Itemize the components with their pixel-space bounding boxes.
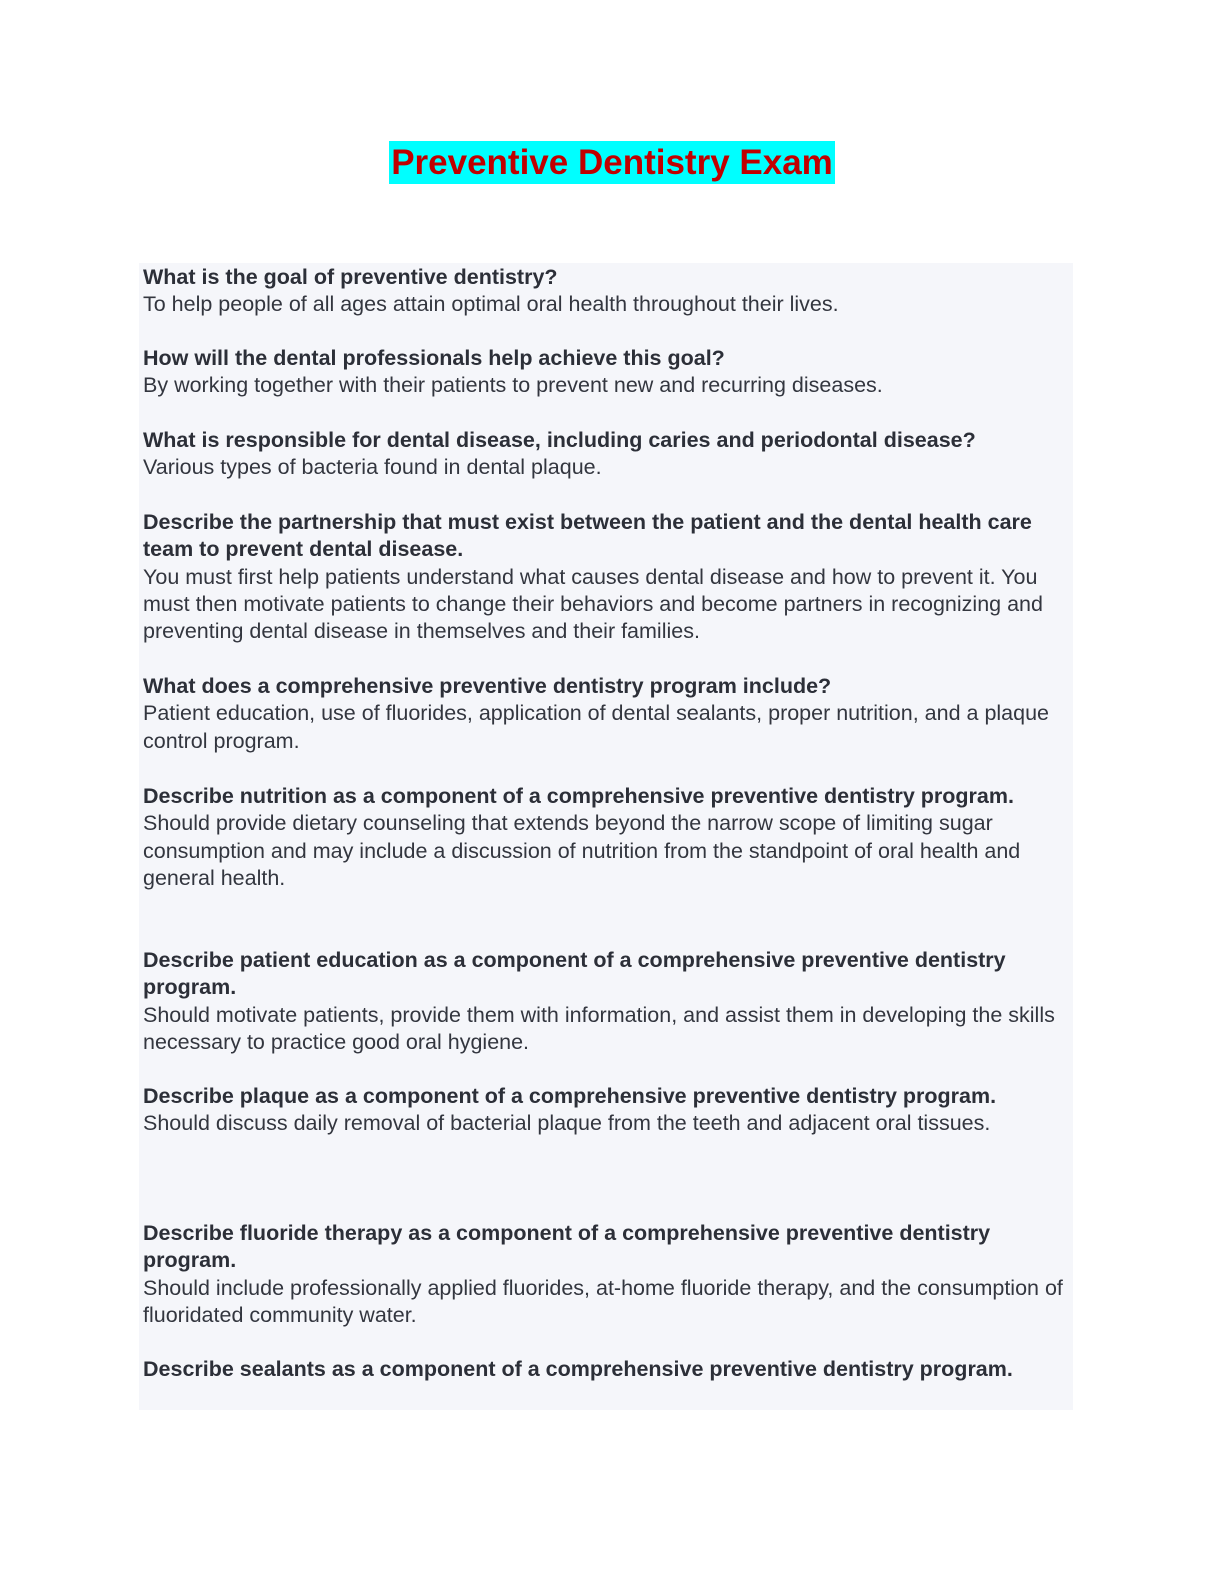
qa-item [143,427,1071,482]
qa-item [143,947,1071,1056]
answer: Should motivate patients, provide them with information, and assist them in developing the skills necessary to practice good oral hygiene. [143,1002,1055,1054]
answer: Patient education, use of fluorides, application of dental sealants, proper nutrition, and a plaque control program. [143,701,1050,753]
question: Describe plaque as a component of a comprehensive preventive dentistry program. [143,1084,997,1108]
answer: You must first help patients understand what causes dental disease and how to prevent it. You must then motivate patients to change their behaviors and become partners in recognizing and preventing dental disease in themselves and their families. [143,564,1043,644]
question: Describe patient education as a component of a comprehensive preventive dentistry program. [143,948,1006,1000]
answer: Should include professionally applied fluorides, at-home fluoride therapy, and the consumption of fluoridated community water. [143,1275,1063,1327]
question: Describe sealants as a component of a comprehensive preventive dentistry program. [143,1357,1013,1381]
qa-item [143,509,1071,645]
answer: To help people of all ages attain optimal oral health throughout their lives. [143,292,839,317]
answer: Should provide dietary counseling that extends beyond the narrow scope of limiting sugar consumption and may include a discussion of nutrition from the standpoint of oral health and general health. [143,811,1021,890]
question: Describe fluoride therapy as a component of a comprehensive preventive dentistry program. [143,1221,991,1273]
question: How will the dental professionals help achieve this goal? [143,346,725,370]
question: What is responsible for dental disease, including caries and periodontal disease? [143,428,976,452]
qa-item [143,783,1071,892]
question: What is the goal of preventive dentistry? [143,265,558,289]
question: What does a comprehensive preventive dentistry program include? [143,674,832,698]
qa-item [143,1220,1071,1329]
qa-item [143,1356,1071,1383]
qa-item [143,345,1071,400]
answer: Should discuss daily removal of bacterial plaque from the teeth and adjacent oral tissues. [143,1111,991,1136]
question: Describe the partnership that must exist between the patient and the dental health care team to prevent dental disease. [143,510,1032,562]
question: Describe nutrition as a component of a comprehensive preventive dentistry program. [143,784,1014,808]
qa-item [143,673,1071,755]
page-title: Preventive Dentistry Exam [391,143,833,182]
answer: By working together with their patients to prevent new and recurring diseases. [143,373,883,398]
answer: Various types of bacteria found in dental plaque. [143,455,602,480]
title-container [0,141,1224,184]
qa-panel [139,263,1073,1410]
qa-item [143,1083,1071,1138]
qa-item [143,264,1071,319]
